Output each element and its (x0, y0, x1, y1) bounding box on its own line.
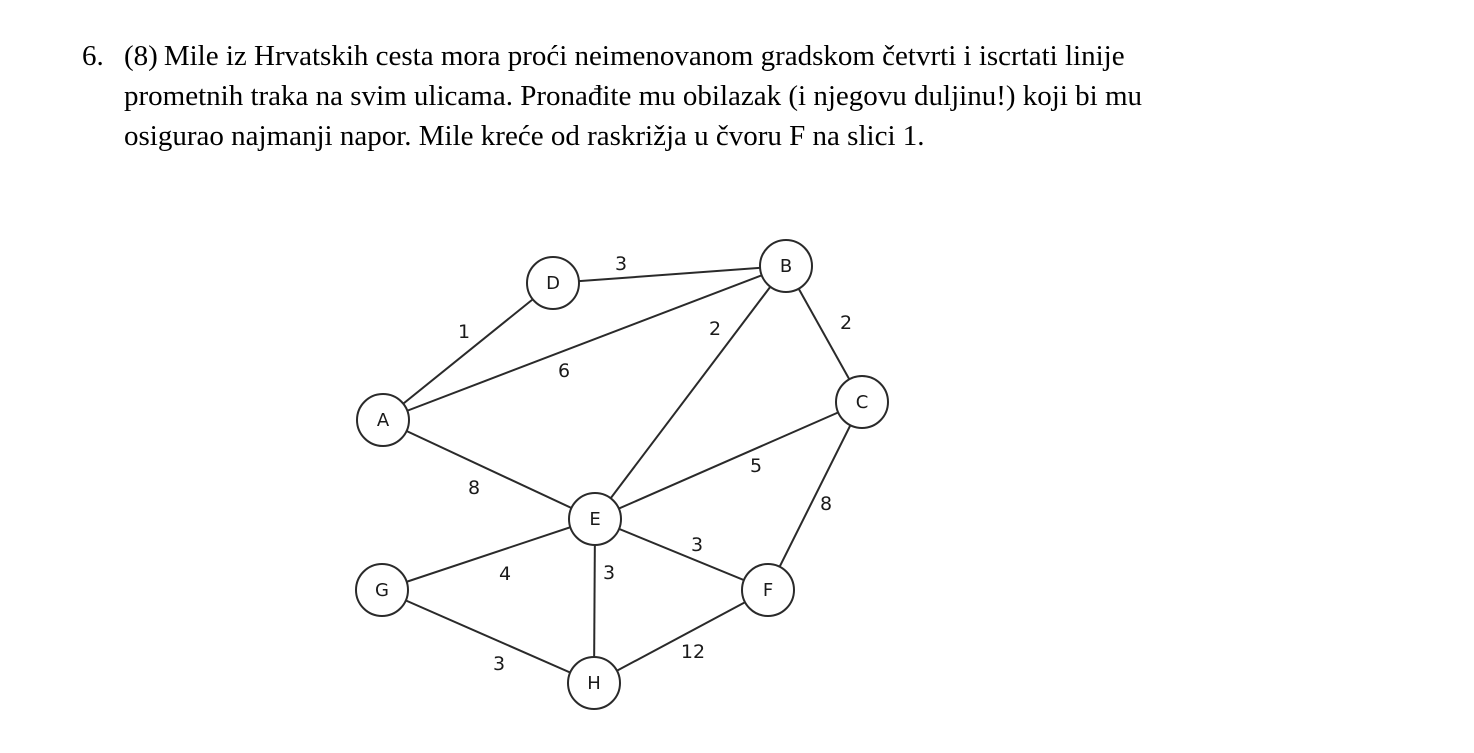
weight-B-C: 2 (839, 312, 853, 334)
node-label-A: A (376, 410, 390, 431)
weight-A-B: 6 (557, 360, 571, 382)
problem-line-2: prometnih traka na svim ulicama. Pronađite mu obilazak (i njegovu duljinu!) koji bi mu (124, 80, 1143, 112)
problem-points: (8) (124, 40, 158, 72)
node-A (357, 394, 409, 446)
edge-D-B (553, 266, 786, 283)
node-B (760, 240, 812, 292)
weight-E-H: 3 (602, 562, 616, 584)
node-label-E: E (589, 509, 601, 530)
edge-G-H (382, 590, 594, 683)
weight-H-F: 12 (680, 641, 706, 663)
node-H (568, 657, 620, 709)
node-D (527, 257, 579, 309)
node-label-D: D (546, 273, 560, 294)
node-label-H: H (587, 673, 601, 694)
node-label-F: F (762, 580, 774, 601)
node-C (836, 376, 888, 428)
problem-line-3: osigurao najmanji napor. Mile kreće od raskrižja u čvoru F na slici 1. (124, 120, 925, 152)
edge-G-E (382, 519, 595, 590)
graph-edges (382, 266, 862, 683)
weight-E-C: 5 (749, 455, 763, 477)
edge-H-F (594, 590, 768, 683)
problem-line-1-text: Mile iz Hrvatskih cesta mora proći neimenovanom gradskom četvrti i iscrtati linije (163, 40, 1125, 72)
edge-A-E (383, 420, 595, 519)
node-E (569, 493, 621, 545)
node-G (356, 564, 408, 616)
weight-E-F: 3 (690, 534, 704, 556)
node-label-B: B (779, 256, 793, 277)
weight-G-H: 3 (492, 653, 506, 675)
edge-A-B (383, 266, 786, 420)
edge-E-F (595, 519, 768, 590)
node-label-G: G (375, 580, 389, 601)
node-F (742, 564, 794, 616)
edge-A-D (383, 283, 553, 420)
node-label-C: C (855, 392, 869, 413)
graph-nodes (356, 240, 888, 709)
weight-A-D: 1 (457, 321, 471, 343)
weight-G-E: 4 (498, 563, 512, 585)
problem-number: 6. (82, 40, 104, 72)
weight-D-B: 3 (614, 253, 628, 275)
weight-A-E: 8 (467, 477, 481, 499)
edge-B-E (595, 266, 786, 519)
weight-C-F: 8 (819, 493, 833, 515)
edge-C-F (768, 402, 862, 590)
weight-B-E: 2 (708, 318, 722, 340)
